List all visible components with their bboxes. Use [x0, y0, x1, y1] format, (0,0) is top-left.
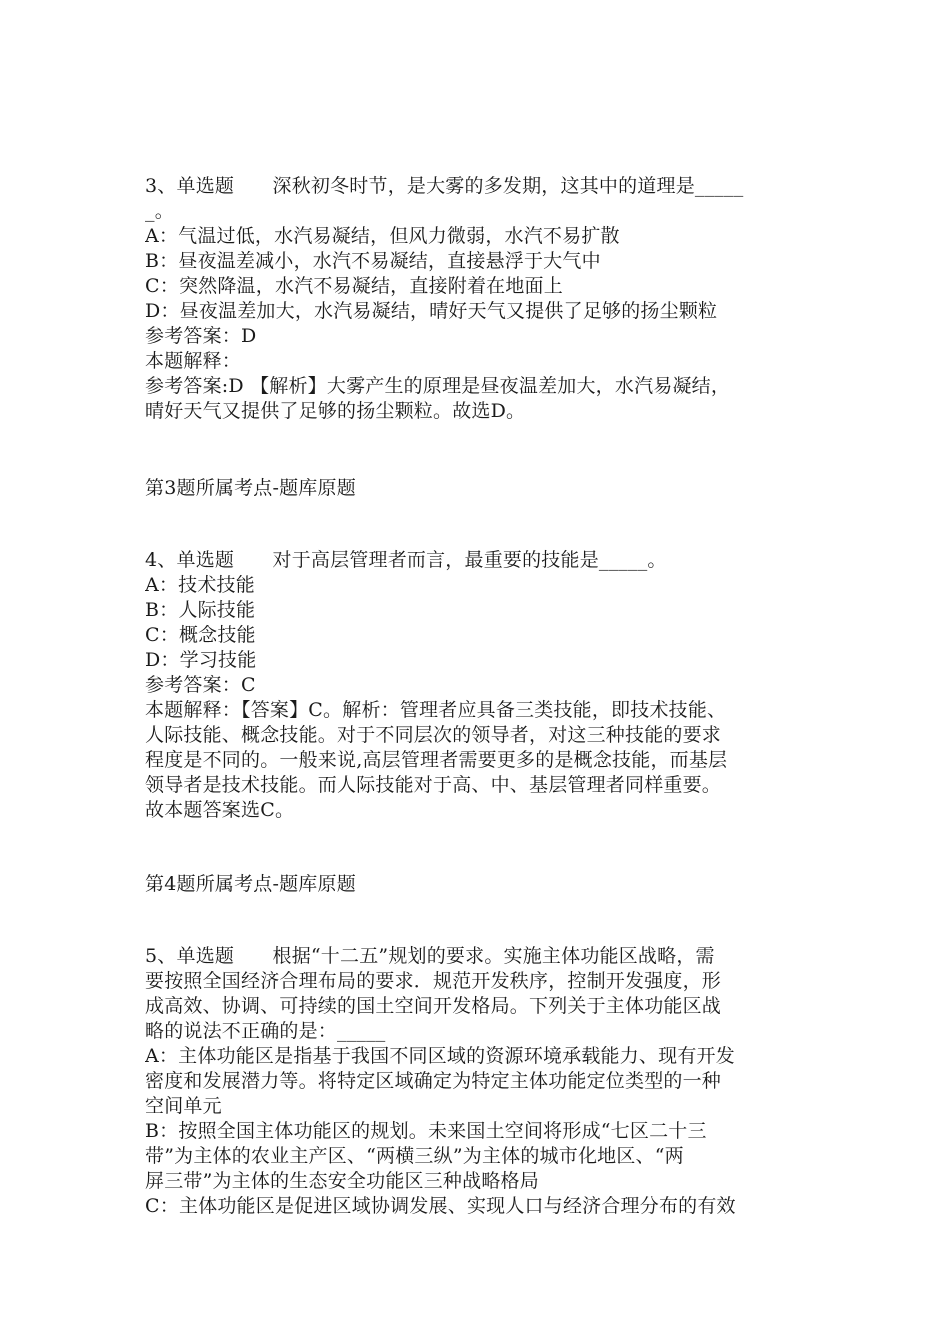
question-5-option-b: B：按照全国主体功能区的规划。未来国土空间将形成“七区二十三 — [145, 1120, 707, 1142]
question-4-option-c: C：概念技能 — [145, 624, 256, 646]
question-4-explanation-cont-1: 人际技能、概念技能。对于不同层次的领导者，对这三种技能的要求 — [145, 724, 722, 746]
question-3 — [145, 174, 805, 424]
question-4-explanation-cont-4: 故本题答案选C。 — [145, 799, 295, 821]
question-4-point — [145, 872, 805, 897]
question-3-answer: 参考答案：D — [145, 325, 257, 347]
question-5-option-a: A：主体功能区是指基于我国不同区域的资源环境承载能力、现有开发 — [145, 1045, 735, 1067]
question-5-stem-cont-2: 成高效、协调、可持续的国土空间开发格局。下列关于主体功能区战 — [145, 995, 722, 1017]
question-4-option-b: B：人际技能 — [145, 599, 256, 621]
question-4 — [145, 548, 805, 823]
question-3-explanation: 参考答案:D 【解析】大雾产生的原理是昼夜温差加大，水汽易凝结， — [145, 375, 731, 397]
question-3-point — [145, 476, 805, 501]
question-5-stem-cont-1: 要按照全国经济合理布局的要求．规范开发秩序，控制开发强度，形 — [145, 970, 722, 992]
question-4-explanation-cont-2: 程度是不同的。一般来说,高层管理者需要更多的是概念技能，而基层 — [145, 749, 728, 771]
question-5-option-c: C：主体功能区是促进区域协调发展、实现人口与经济合理分布的有效 — [145, 1195, 736, 1217]
question-3-stem-cont: _。 — [145, 200, 174, 222]
question-5-stem: 5、单选题 根据“十二五”规划的要求。实施主体功能区战略，需 — [145, 945, 715, 967]
question-3-option-d: D：昼夜温差加大，水汽易凝结，晴好天气又提供了足够的扬尘颗粒 — [145, 300, 718, 322]
question-4-option-a: A：技术技能 — [145, 574, 255, 596]
question-3-point-text: 第3题所属考点-题库原题 — [145, 477, 356, 499]
question-3-stem: 3、单选题 深秋初冬时节，是大雾的多发期，这其中的道理是_____ — [145, 175, 744, 197]
question-4-answer: 参考答案：C — [145, 674, 256, 696]
question-3-option-c: C：突然降温，水汽不易凝结，直接附着在地面上 — [145, 275, 563, 297]
question-5-option-b-cont-1: 带”为主体的农业主产区、“两横三纵”为主体的城市化地区、“两 — [145, 1145, 684, 1167]
question-3-option-b: B：昼夜温差减小，水汽不易凝结，直接悬浮于大气中 — [145, 250, 601, 272]
question-4-option-d: D：学习技能 — [145, 649, 257, 671]
question-4-point-text: 第4题所属考点-题库原题 — [145, 873, 356, 895]
question-5-stem-cont-3: 略的说法不正确的是：_____ — [145, 1020, 386, 1042]
question-5-option-b-cont-2: 屏三带”为主体的生态安全功能区三种战略格局 — [145, 1170, 539, 1192]
question-5-option-a-cont-2: 空间单元 — [145, 1095, 222, 1117]
question-4-stem: 4、单选题 对于高层管理者而言，最重要的技能是_____。 — [145, 549, 667, 571]
question-3-option-a: A：气温过低，水汽易凝结，但风力微弱，水汽不易扩散 — [145, 225, 620, 247]
question-4-explanation-cont-3: 领导者是技术技能。而人际技能对于高、中、基层管理者同样重要。 — [145, 774, 722, 796]
question-5 — [145, 944, 805, 1219]
question-3-explanation-label: 本题解释： — [145, 350, 242, 372]
question-5-option-a-cont-1: 密度和发展潜力等。将特定区域确定为特定主体功能定位类型的一种 — [145, 1070, 722, 1092]
question-4-explanation: 本题解释：【答案】C。解析：管理者应具备三类技能，即技术技能、 — [145, 699, 727, 721]
question-3-explanation-cont: 晴好天气又提供了足够的扬尘颗粒。故选D。 — [145, 400, 526, 422]
